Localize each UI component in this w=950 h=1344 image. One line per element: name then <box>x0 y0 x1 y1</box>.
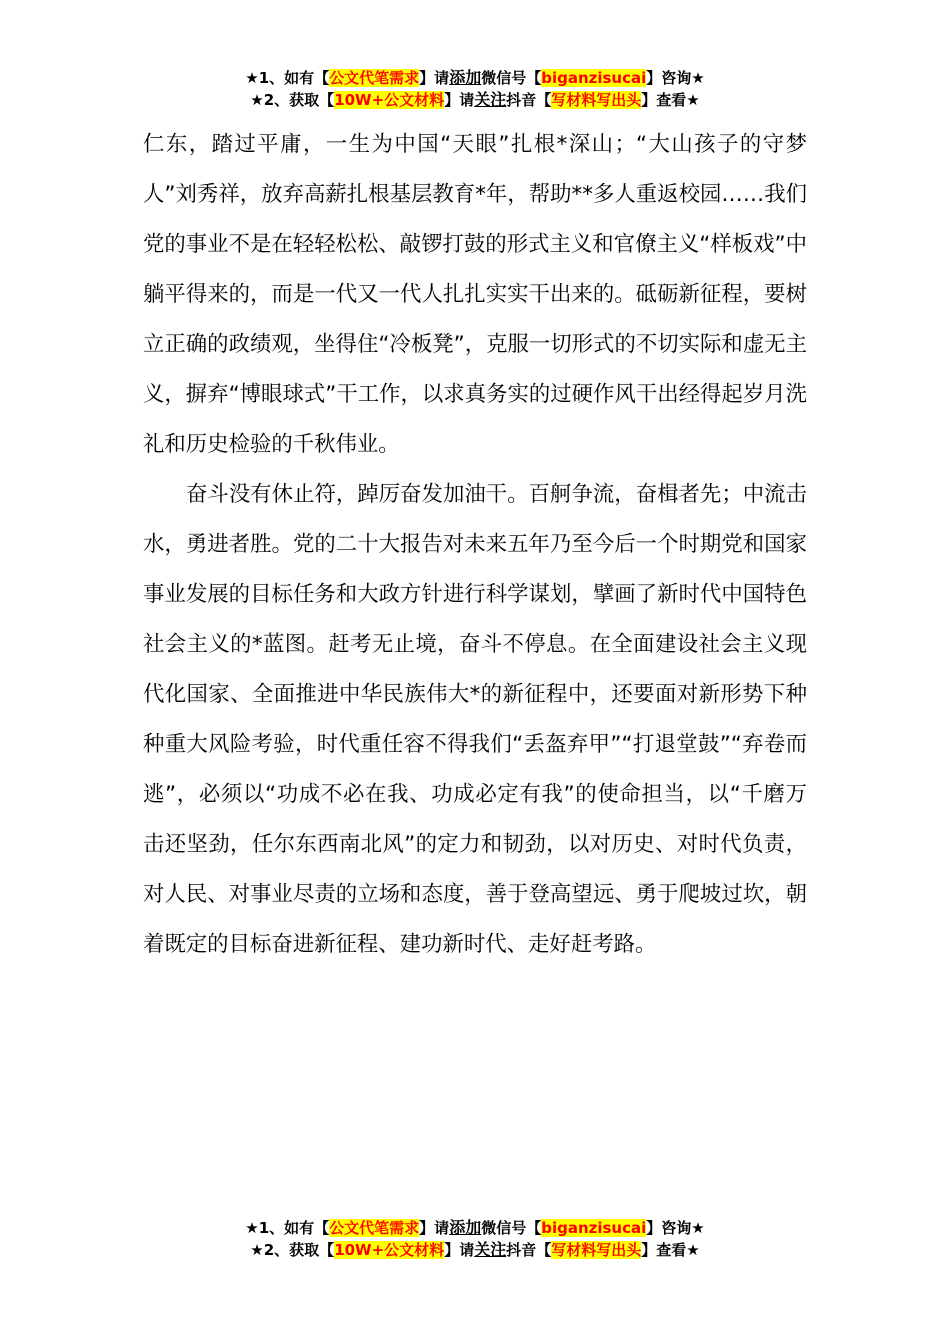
paragraph-1: 仁东，踏过平庸，一生为中国“天眼”扎根*深山；“大山孩子的守梦人”刘秀祥，放弃高薪扎根基层教育*年，帮助**多人重返校园……我们党的事业不是在轻轻松松、敲锣打鼓的形式主义和官僚主义“样板戏”中躺平得来的，而是一代又一代人扎扎实实干出来的。砥砺新征程，要树立正确的政绩观，坐得住“冷板凳”，克服一切形式的不切实际和虚无主义，摒弃“博眼球式”干工作，以求真务实的过硬作风干出经得起岁月洗礼和历史检验的千秋伟业。 <box>143 132 807 457</box>
footer-banner <box>0 1217 950 1261</box>
banner-line-2: ★2、获取【10W+公文材料】请关注抖音【写材料写出头】查看★ <box>250 90 700 109</box>
highlight-service: 公文代笔需求 <box>329 1219 420 1237</box>
highlight-douyin-account: 写材料写出头 <box>551 1241 642 1259</box>
banner-line-1: ★1、如有【公文代笔需求】请添加微信号【biganzisucai】咨询★ <box>245 68 705 87</box>
paragraph-2: 奋斗没有休止符，踔厉奋发加油干。百舸争流，奋楫者先；中流击水，勇进者胜。党的二十大报告对未来五年乃至今后一个时期党和国家事业发展的目标任务和大政方针进行科学谋划，擘画了新时代中国特色社会主义的*蓝图。赶考无止境，奋斗不停息。在全面建设社会主义现代化国家、全面推进中华民族伟大*的新征程中，还要面对新形势下种种重大风险考验，时代重任容不得我们“丢盔弃甲”“打退堂鼓”“弃卷而逃”，必须以“功成不必在我、功成必定有我”的使命担当，以“千磨万击还坚劲，任尔东西南北风”的定力和韧劲，以对历史、对时代负责，对人民、对事业尽责的立场和态度，善于登高望远、勇于爬坡过坎，朝着既定的目标奋进新征程、建功新时代、走好赶考路。 <box>143 482 807 957</box>
header-banner <box>0 67 950 111</box>
banner-line-1: ★1、如有【公文代笔需求】请添加微信号【biganzisucai】咨询★ <box>245 1218 705 1237</box>
document-body <box>143 120 807 970</box>
highlight-douyin-account: 写材料写出头 <box>551 91 642 109</box>
highlight-wechat-id: biganzisucai <box>541 69 647 87</box>
highlight-wechat-id: biganzisucai <box>541 1219 647 1237</box>
banner-line-2: ★2、获取【10W+公文材料】请关注抖音【写材料写出头】查看★ <box>250 1240 700 1259</box>
highlight-materials: 10W+公文材料 <box>334 1241 445 1259</box>
highlight-service: 公文代笔需求 <box>329 69 420 87</box>
highlight-materials: 10W+公文材料 <box>334 91 445 109</box>
